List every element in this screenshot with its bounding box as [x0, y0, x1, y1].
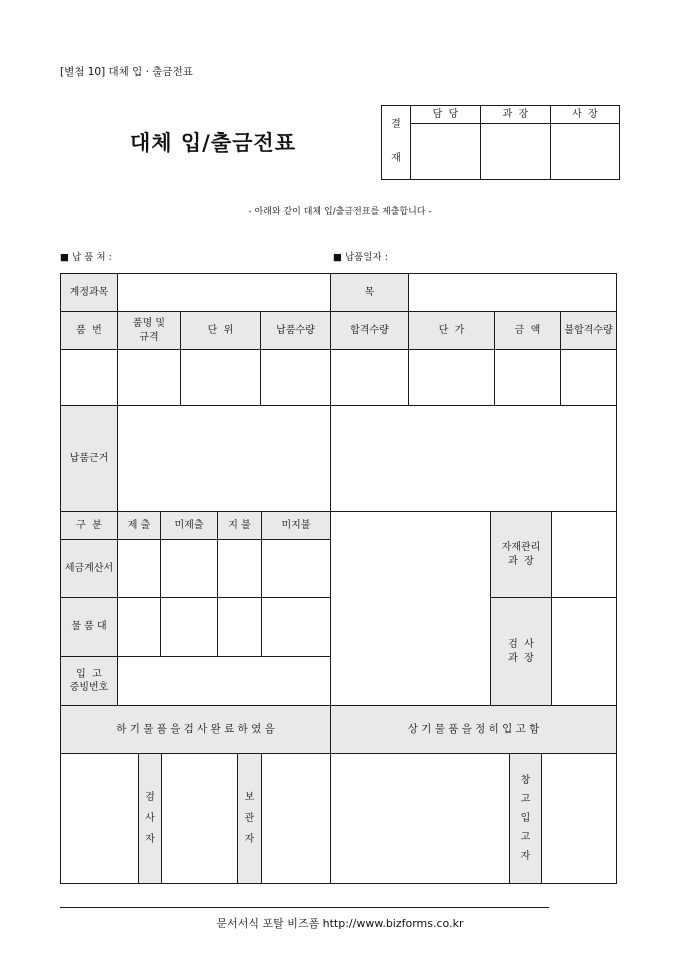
- goods-payment-not-submitted[interactable]: [161, 598, 217, 656]
- division-label: 구 분: [76, 519, 102, 531]
- footer-text: 문서서식 포탈 비즈폼 http://www.bizforms.co.kr: [216, 917, 464, 930]
- delivery-date-label: ■ 납품일자 :: [333, 252, 388, 263]
- receipt-number-field[interactable]: [118, 657, 330, 705]
- goods-payment-submitted[interactable]: [118, 598, 160, 656]
- goods-payment-unpaid[interactable]: [262, 598, 330, 656]
- cell-delivered-qty[interactable]: [261, 350, 330, 405]
- basis-field[interactable]: [118, 406, 616, 511]
- basis-label: 납품근거: [69, 452, 109, 464]
- warehouse-receiver-sign[interactable]: [542, 754, 616, 883]
- footer-divider: [60, 907, 549, 908]
- tax-invoice-submitted[interactable]: [118, 540, 160, 597]
- inspector-sign[interactable]: [162, 754, 237, 883]
- warehouse-note-field[interactable]: [331, 754, 509, 883]
- tax-invoice-paid[interactable]: [218, 540, 261, 597]
- status-paid: 지 불: [228, 519, 251, 531]
- keeper-label: 보 관 자: [244, 792, 255, 845]
- warehoused-text: 상 기 물 품 을 정 히 입 고 함: [407, 723, 540, 736]
- approval-role-manager: 과 장: [502, 108, 529, 120]
- keeper-sign[interactable]: [262, 754, 330, 883]
- cell-part-number[interactable]: [61, 350, 117, 405]
- inspection-manager-label: 검 사 과 장: [508, 639, 534, 664]
- status-unpaid: 미지불: [281, 519, 311, 531]
- document-title: 대체 입/출금전표: [130, 131, 296, 155]
- approval-sign-president[interactable]: [551, 124, 619, 179]
- tax-invoice-not-submitted[interactable]: [161, 540, 217, 597]
- tax-invoice-unpaid[interactable]: [262, 540, 330, 597]
- item-field[interactable]: [409, 274, 616, 311]
- status-submitted: 제 출: [127, 519, 151, 531]
- cell-unit-price[interactable]: [409, 350, 494, 405]
- approval-role-staff: 담 당: [432, 108, 459, 120]
- approval-label-bottom: 재: [391, 153, 401, 165]
- tax-invoice-label: 세금계산서: [64, 562, 114, 574]
- attachment-label: [별첨 10] 대체 입 · 출금전표: [60, 66, 193, 78]
- inspector-label: 검 사 자: [145, 792, 155, 845]
- cell-failed-qty[interactable]: [561, 350, 616, 405]
- col-delivered-qty: 납품수량: [276, 324, 315, 336]
- inspection-note-field[interactable]: [61, 754, 138, 883]
- approval-sign-manager[interactable]: [481, 124, 550, 179]
- col-passed-qty: 합격수량: [350, 324, 389, 336]
- col-failed-qty: 불합격수량: [564, 324, 613, 336]
- approval-role-president: 사 장: [572, 108, 598, 120]
- goods-payment-label: 물 품 대: [71, 621, 107, 633]
- receipt-label: 입 고 증빙번호: [69, 668, 109, 693]
- col-amount: 금 액: [514, 324, 541, 336]
- inspection-complete-text: 하 기 물 품 을 검 사 완 료 하 였 음: [116, 723, 275, 736]
- item-label: 목: [364, 286, 375, 298]
- cell-amount[interactable]: [495, 350, 560, 405]
- cell-unit[interactable]: [181, 350, 260, 405]
- col-part-number: 품 번: [76, 324, 102, 336]
- cell-passed-qty[interactable]: [331, 350, 408, 405]
- notes-area[interactable]: [331, 512, 490, 705]
- account-field[interactable]: [118, 274, 330, 311]
- col-unit: 단 위: [207, 324, 234, 336]
- approval-label-top: 결: [391, 119, 401, 131]
- col-name-spec: 품명 및 규격: [132, 318, 166, 343]
- notice-text: - 아래와 같이 대체 입/출금전표를 제출합니다 -: [248, 207, 432, 217]
- supplier-label: ■ 납 품 처 :: [60, 252, 112, 263]
- goods-payment-paid[interactable]: [218, 598, 261, 656]
- inspection-manager-sign[interactable]: [552, 598, 616, 705]
- materials-manager-sign[interactable]: [552, 512, 616, 597]
- warehouse-receiver-label: 창 고 입 고 자: [520, 775, 531, 862]
- account-label: 계정과목: [69, 286, 109, 298]
- col-unit-price: 단 가: [438, 324, 465, 336]
- status-not-submitted: 미제출: [174, 519, 204, 531]
- materials-manager-label: 자재관리 과 장: [501, 542, 541, 567]
- cell-name-spec[interactable]: [118, 350, 180, 405]
- approval-sign-staff[interactable]: [411, 124, 480, 179]
